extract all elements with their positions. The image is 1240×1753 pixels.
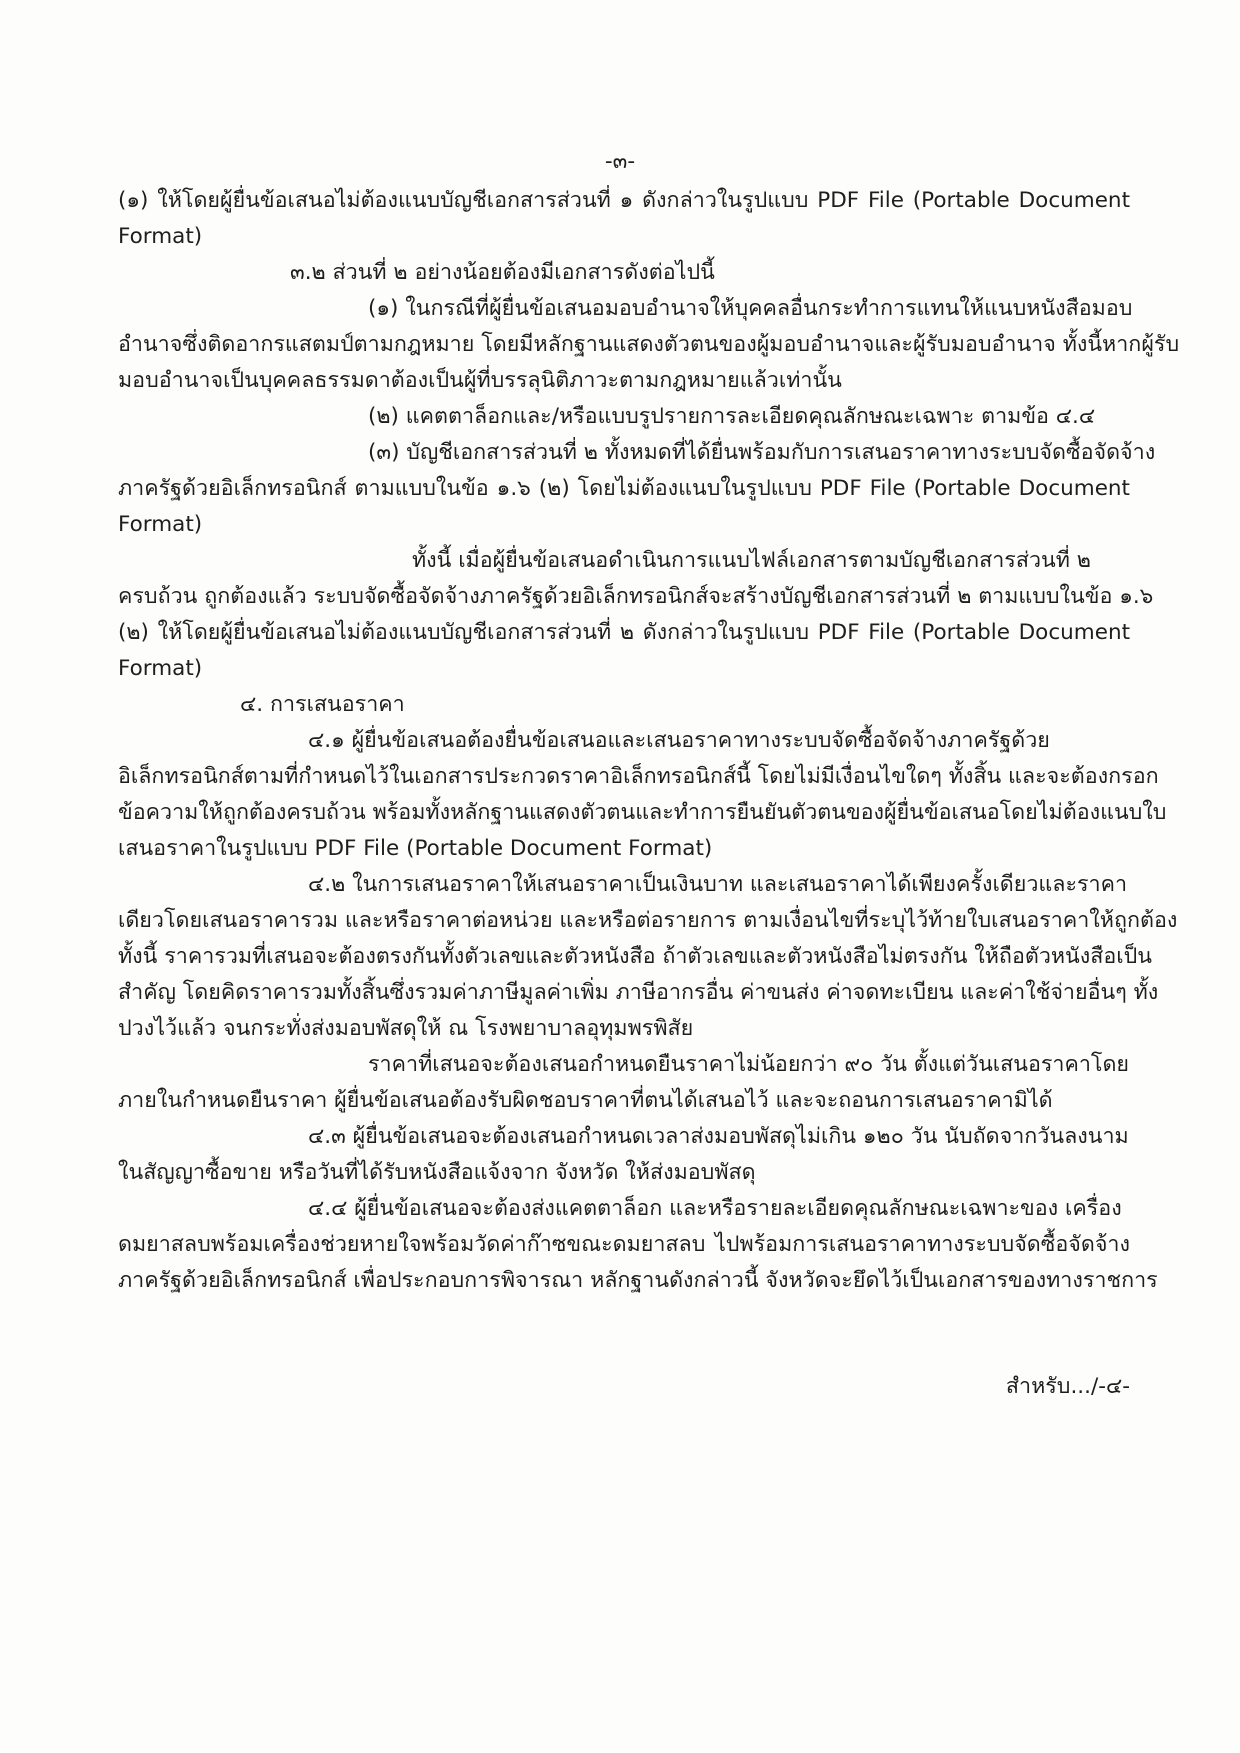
text-line: ภาครัฐด้วยอิเล็กทรอนิกส์ เพื่อประกอบการพิจารณา หลักฐานดังกล่าวนี้ จังหวัดจะยึดไว้เป็นเอกสารของทางราชการ <box>118 1268 1158 1293</box>
text-line: Format) <box>118 656 203 681</box>
text-line: อำนาจซึ่งติดอากรแสตมป์ตามกฎหมาย โดยมีหลักฐานแสดงตัวตนของผู้มอบอำนาจและผู้รับมอบอำนาจ ทั้งนี้หากผู้รับ <box>118 332 1180 357</box>
text-line: สำคัญ โดยคิดราคารวมทั้งสิ้นซึ่งรวมค่าภาษีมูลค่าเพิ่ม ภาษีอากรอื่น ค่าขนส่ง ค่าจดทะเบียน และค่าใช้จ่ายอื่นๆ ทั้ง <box>118 980 1159 1005</box>
text-line: ๔.๑ ผู้ยื่นข้อเสนอต้องยื่นข้อเสนอและเสนอราคาทางระบบจัดซื้อจัดจ้างภาครัฐด้วย <box>308 728 1050 753</box>
page-number: -๓- <box>604 149 636 174</box>
text-line: ๔.๔ ผู้ยื่นข้อเสนอจะต้องส่งแคตตาล็อก และหรือรายละเอียดคุณลักษณะเฉพาะของ เครื่อง <box>308 1196 1122 1221</box>
text-line: (๒) ให้โดยผู้ยื่นข้อเสนอไม่ต้องแนบบัญชีเอกสารส่วนที่ ๒ ดังกล่าวในรูปแบบ PDF File (Portable Document <box>118 620 1130 645</box>
text-line: Format) <box>118 224 203 249</box>
text-line: (๓) บัญชีเอกสารส่วนที่ ๒ ทั้งหมดที่ได้ยื่นพร้อมกับการเสนอราคาทางระบบจัดซื้อจัดจ้าง <box>368 440 1156 465</box>
text-line: ข้อความให้ถูกต้องครบถ้วน พร้อมทั้งหลักฐานแสดงตัวตนและทำการยืนยันตัวตนของผู้ยื่นข้อเสนอโดยไม่ต้องแนบใบ <box>118 800 1167 825</box>
text-line: ดมยาสลบพร้อมเครื่องช่วยหายใจพร้อมวัดค่าก๊าซขณะดมยาสลบ ไปพร้อมการเสนอราคาทางระบบจัดซื้อจัดจ้าง <box>118 1232 1130 1257</box>
text-line: ปวงไว้แล้ว จนกระทั่งส่งมอบพัสดุให้ ณ โรงพยาบาลอุทุมพรพิสัย <box>118 1016 694 1041</box>
text-line: (๒) แคตตาล็อกและ/หรือแบบรูปรายการละเอียดคุณลักษณะเฉพาะ ตามข้อ ๔.๔ <box>368 404 1096 429</box>
text-line: ๔.๒ ในการเสนอราคาให้เสนอราคาเป็นเงินบาท และเสนอราคาได้เพียงครั้งเดียวและราคา <box>308 872 1128 897</box>
text-line: ทั้งนี้ เมื่อผู้ยื่นข้อเสนอดำเนินการแนบไฟล์เอกสารตามบัญชีเอกสารส่วนที่ ๒ <box>412 548 1091 573</box>
text-line: เสนอราคาในรูปแบบ PDF File (Portable Document Format) <box>118 836 713 861</box>
text-line: ภาครัฐด้วยอิเล็กทรอนิกส์ ตามแบบในข้อ ๑.๖ (๒) โดยไม่ต้องแนบในรูปแบบ PDF File (Portable Document <box>118 476 1130 501</box>
text-line: เดียวโดยเสนอราคารวม และหรือราคาต่อหน่วย และหรือต่อรายการ ตามเงื่อนไขที่ระบุไว้ท้ายใบเสนอราคาให้ถูกต้อง <box>118 908 1178 933</box>
text-line: ราคาที่เสนอจะต้องเสนอกำหนดยืนราคาไม่น้อยกว่า ๙๐ วัน ตั้งแต่วันเสนอราคาโดย <box>368 1052 1130 1077</box>
text-line: อิเล็กทรอนิกส์ตามที่กำหนดไว้ในเอกสารประกวดราคาอิเล็กทรอนิกส์นี้ โดยไม่มีเงื่อนไขใดๆ ทั้งสิ้น และจะต้องกรอก <box>118 764 1159 789</box>
text-line: ภายในกำหนดยืนราคา ผู้ยื่นข้อเสนอต้องรับผิดชอบราคาที่ตนได้เสนอไว้ และจะถอนการเสนอราคามิได้ <box>118 1088 1053 1113</box>
text-line: มอบอำนาจเป็นบุคคลธรรมดาต้องเป็นผู้ที่บรรลุนิติภาวะตามกฎหมายแล้วเท่านั้น <box>118 368 842 393</box>
text-line: Format) <box>118 512 203 537</box>
text-line: ๔.๓ ผู้ยื่นข้อเสนอจะต้องเสนอกำหนดเวลาส่งมอบพัสดุไม่เกิน ๑๒๐ วัน นับถัดจากวันลงนาม <box>308 1124 1129 1149</box>
text-line: ครบถ้วน ถูกต้องแล้ว ระบบจัดซื้อจัดจ้างภาครัฐด้วยอิเล็กทรอนิกส์จะสร้างบัญชีเอกสารส่วนที่ ๒ ตามแบบในข้อ ๑.๖ <box>118 584 1154 609</box>
text-line: ในสัญญาซื้อขาย หรือวันที่ได้รับหนังสือแจ้งจาก จังหวัด ให้ส่งมอบพัสดุ <box>118 1160 756 1185</box>
text-line: (๑) ให้โดยผู้ยื่นข้อเสนอไม่ต้องแนบบัญชีเอกสารส่วนที่ ๑ ดังกล่าวในรูปแบบ PDF File (Portable Document <box>118 188 1130 213</box>
section-heading: ๔. การเสนอราคา <box>240 692 405 717</box>
section-heading: ๓.๒ ส่วนที่ ๒ อย่างน้อยต้องมีเอกสารดังต่อไปนี้ <box>290 260 715 285</box>
continuation-note: สำหรับ.../-๔- <box>1005 1374 1130 1399</box>
text-line: (๑) ในกรณีที่ผู้ยื่นข้อเสนอมอบอำนาจให้บุคคลอื่นกระทำการแทนให้แนบหนังสือมอบ <box>368 296 1133 321</box>
text-line: ทั้งนี้ ราคารวมที่เสนอจะต้องตรงกันทั้งตัวเลขและตัวหนังสือ ถ้าตัวเลขและตัวหนังสือไม่ตรงกัน ให้ถือตัวหนังสือเป็น <box>118 944 1152 969</box>
